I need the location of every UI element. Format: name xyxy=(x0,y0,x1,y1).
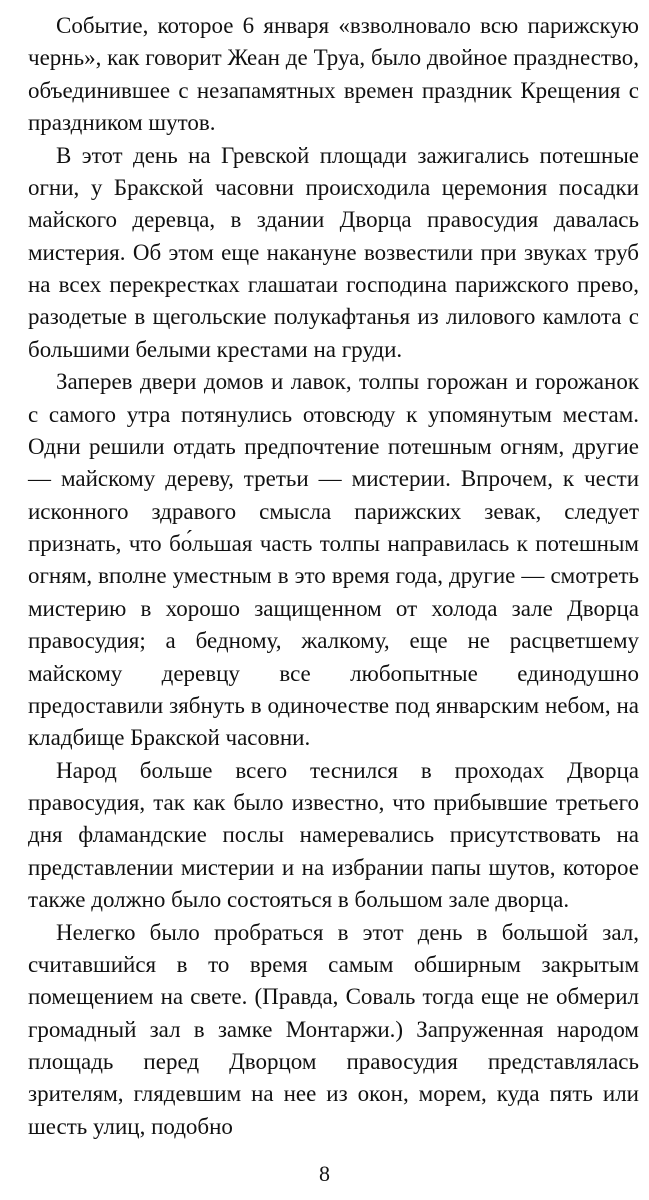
body-text xyxy=(28,10,639,1143)
paragraph-3: Заперев двери домов и лавок, толпы горожан и горожанок с самого утра потянулись отовсюду к упомянутым местам. Одни решили отдать предпочтение потешным огням, другие — майскому дереву, третьи — мистерии. Впрочем, к чести исконного здравого смысла парижских зевак, следует признать, что бо́льшая часть толпы направилась к потешным огням, вполне уместным в это время года, другие — смотреть мистерию в хорошо защищенном от холода зале Дворца правосудия; а бедному, жалкому, еще не расцветшему майскому деревцу все любопытные единодушно предоставили зябнуть в одиночестве под январским небом, на кладбище Бракской часовни. xyxy=(28,369,639,751)
page-number: 8 xyxy=(319,1161,330,1186)
paragraph-2: В этот день на Гревской площади зажигались потешные огни, у Бракской часовни происходила церемония посадки майского деревца, в здании Дворца правосудия давалась мистерия. Об этом еще накануне возвестили при звуках труб на всех перекрестках глашатаи господина парижского прево, разодетые в щегольские полукафтанья из лилового камлота с большими белыми крестами на груди. xyxy=(28,142,639,362)
paragraph-4: Народ больше всего теснился в проходах Дворца правосудия, так как было известно, что прибывшие третьего дня фламандские послы намеревались присутствовать на представлении мистерии и на избрании папы шутов, которое также должно было состояться в большом зале дворца. xyxy=(28,757,639,913)
paragraph-5: Нелегко было пробраться в этот день в большой зал, считавшийся в то время самым обширным закрытым помещением на свете. (Правда, Соваль тогда еще не обмерил громадный зал в замке Монтаржи.) Запруженная народом площадь перед Дворцом правосудия представлялась зрителям, глядевшим на нее из окон, морем, куда пять или шесть улиц, подобно xyxy=(28,919,639,1139)
paragraph-1: Событие, которое 6 января «взволновало всю парижскую чернь», как говорит Жеан де Труа, было двойное празднество, объединившее с незапамятных времен праздник Крещения с праздником шутов. xyxy=(28,13,639,136)
